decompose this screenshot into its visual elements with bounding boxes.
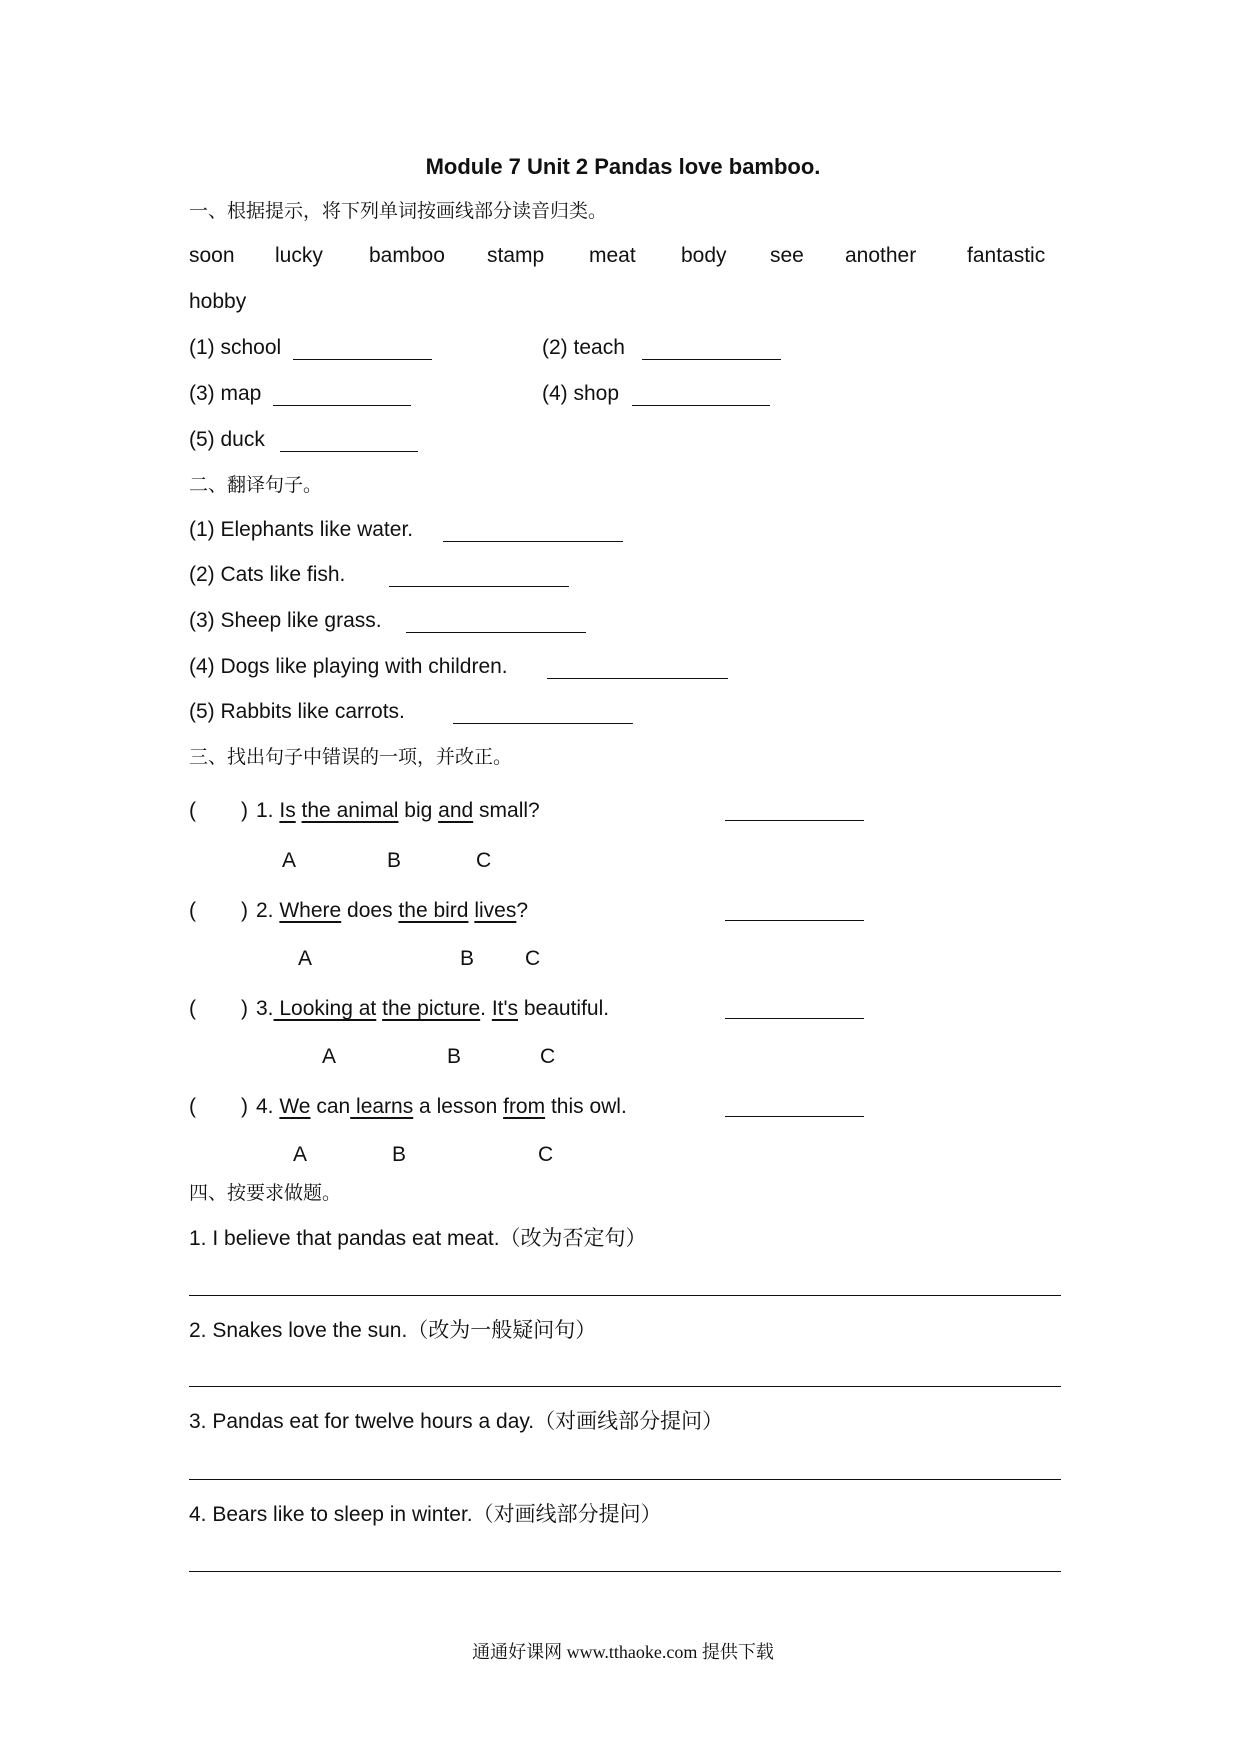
option-letter-b: B xyxy=(392,1143,407,1166)
task-item-1: 1. I believe that pandas eat meat.（改为否定句） xyxy=(189,1227,647,1250)
sentence-text: 1. xyxy=(256,799,280,822)
answer-paren-open: ( xyxy=(189,799,196,822)
answer-blank[interactable] xyxy=(642,359,781,360)
answer-line[interactable] xyxy=(189,1295,1061,1296)
translate-item-2: (2) Cats like fish. xyxy=(189,563,346,586)
sentence-text: this owl. xyxy=(545,1095,627,1118)
footer-source: 通通好课网 www.tthaoke.com 提供下载 xyxy=(472,1642,774,1662)
underlined-option: We xyxy=(279,1095,311,1118)
sentence-text: 3. xyxy=(256,997,274,1020)
answer-paren-close: ) xyxy=(241,1095,248,1118)
sentence-text: can xyxy=(310,1095,351,1118)
sound-item-5: (5) duck xyxy=(189,428,265,451)
sound-item-4: (4) shop xyxy=(542,382,620,405)
option-letter-b: B xyxy=(460,947,475,970)
underlined-option: the picture xyxy=(382,997,481,1020)
sentence-text: does xyxy=(341,899,399,922)
option-letter-b: B xyxy=(447,1045,462,1068)
sentence-text: small? xyxy=(473,799,540,822)
answer-blank[interactable] xyxy=(280,451,418,452)
answer-blank[interactable] xyxy=(389,586,569,587)
option-letter-c: C xyxy=(540,1045,556,1068)
translate-item-1: (1) Elephants like water. xyxy=(189,518,414,541)
task-item-4: 4. Bears like to sleep in winter.（对画线部分提问） xyxy=(189,1503,662,1526)
sentence-text: big xyxy=(398,799,439,822)
task-item-3: 3. Pandas eat for twelve hours a day.（对画线部分提问） xyxy=(189,1410,724,1433)
question-sentence xyxy=(256,798,540,824)
word-stamp: stamp xyxy=(487,244,545,267)
underlined-option: the animal xyxy=(301,799,399,822)
word-see: see xyxy=(770,244,804,267)
word-hobby: hobby xyxy=(189,290,247,313)
option-letter-b: B xyxy=(387,849,402,872)
sentence-text: . xyxy=(480,997,492,1020)
option-letter-c: C xyxy=(476,849,492,872)
option-letter-a: A xyxy=(293,1143,308,1166)
question-sentence xyxy=(256,996,609,1022)
option-letter-a: A xyxy=(282,849,297,872)
correction-blank[interactable] xyxy=(725,1018,864,1019)
answer-line[interactable] xyxy=(189,1571,1061,1572)
sound-item-3: (3) map xyxy=(189,382,262,405)
translate-item-5: (5) Rabbits like carrots. xyxy=(189,700,405,723)
underlined-option: Looking at xyxy=(273,997,377,1020)
option-letter-a: A xyxy=(322,1045,337,1068)
option-letter-a: A xyxy=(298,947,313,970)
underlined-option: from xyxy=(503,1095,546,1118)
translate-item-3: (3) Sheep like grass. xyxy=(189,609,382,632)
question-sentence xyxy=(256,1094,627,1120)
answer-paren-close: ) xyxy=(241,899,248,922)
option-letter-c: C xyxy=(538,1143,554,1166)
correction-blank[interactable] xyxy=(725,920,864,921)
section2-heading: 二、翻译句子。 xyxy=(189,474,323,496)
word-body: body xyxy=(681,244,727,267)
sentence-text: 2. xyxy=(256,899,280,922)
answer-paren-open: ( xyxy=(189,1095,196,1118)
task-item-2: 2. Snakes love the sun.（改为一般疑问句） xyxy=(189,1319,597,1342)
answer-paren-close: ) xyxy=(241,799,248,822)
sentence-text: ? xyxy=(516,899,529,922)
underlined-option: It's xyxy=(491,997,519,1020)
underlined-option: learns xyxy=(350,1095,414,1118)
correction-blank[interactable] xyxy=(725,1116,864,1117)
answer-blank[interactable] xyxy=(632,405,770,406)
section1-heading: 一、根据提示，将下列单词按画线部分读音归类。 xyxy=(189,200,608,222)
word-soon: soon xyxy=(189,244,235,267)
answer-paren-open: ( xyxy=(189,899,196,922)
answer-line[interactable] xyxy=(189,1479,1061,1480)
answer-line[interactable] xyxy=(189,1386,1061,1387)
answer-blank[interactable] xyxy=(453,723,633,724)
word-lucky: lucky xyxy=(275,244,323,267)
underlined-option: the bird xyxy=(398,899,469,922)
underlined-option: lives xyxy=(474,899,517,922)
sentence-text: 4. xyxy=(256,1095,280,1118)
answer-blank[interactable] xyxy=(443,541,623,542)
question-sentence xyxy=(256,898,528,924)
answer-blank[interactable] xyxy=(547,678,728,679)
translate-item-4: (4) Dogs like playing with children. xyxy=(189,655,508,678)
word-fantastic: fantastic xyxy=(967,244,1046,267)
word-another: another xyxy=(845,244,917,267)
correction-blank[interactable] xyxy=(725,820,864,821)
option-letter-c: C xyxy=(525,947,541,970)
answer-blank[interactable] xyxy=(293,359,432,360)
page-title: Module 7 Unit 2 Pandas love bamboo. xyxy=(425,154,821,179)
sentence-text: beautiful. xyxy=(518,997,610,1020)
answer-blank[interactable] xyxy=(273,405,411,406)
sound-item-1: (1) school xyxy=(189,336,282,359)
word-meat: meat xyxy=(589,244,636,267)
answer-paren-open: ( xyxy=(189,997,196,1020)
word-bamboo: bamboo xyxy=(369,244,445,267)
answer-blank[interactable] xyxy=(406,632,586,633)
underlined-option: Is xyxy=(279,799,296,822)
section4-heading: 四、按要求做题。 xyxy=(189,1182,342,1204)
sound-item-2: (2) teach xyxy=(542,336,625,359)
sentence-text: a lesson xyxy=(413,1095,504,1118)
answer-paren-close: ) xyxy=(241,997,248,1020)
section3-heading: 三、找出句子中错误的一项，并改正。 xyxy=(189,746,513,768)
underlined-option: Where xyxy=(279,899,342,922)
underlined-option: and xyxy=(438,799,474,822)
